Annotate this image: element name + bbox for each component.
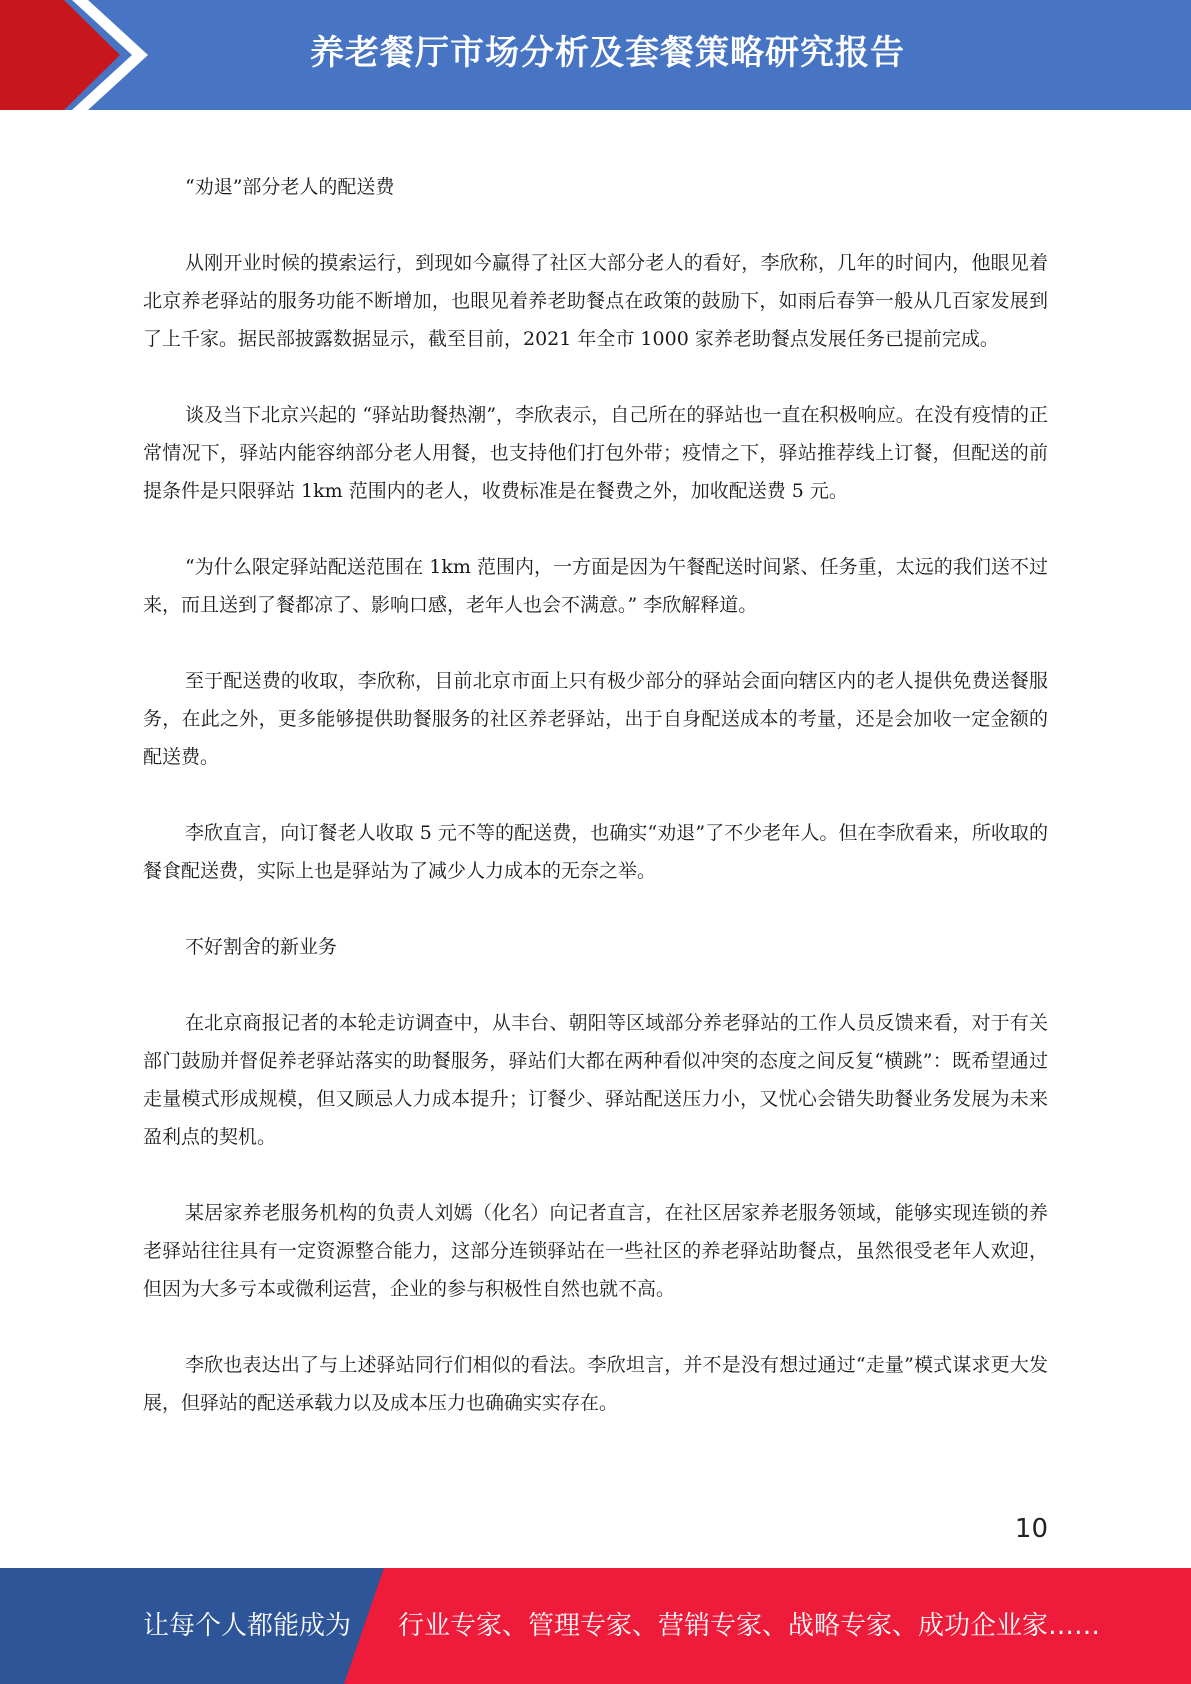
page-number: 10 [1014,1514,1048,1544]
section-heading: 不好割舍的新业务 [185,936,338,958]
paragraph: 从刚开业时候的摸索运行，到现如今赢得了社区大部分老人的看好，李欣称，几年的时间内，他眼见着北京养老驿站的服务功能不断增加，也眼见着养老助餐点在政策的鼓励下，如雨后春笋一般从几百家发展到了上千家。据民部披露数据显示，截至目前，2021 年全市 1000 家养老助餐点发展任务已提前完成。 [143,252,1048,350]
article-body [143,168,1048,1460]
paragraph: 某居家养老服务机构的负责人刘嫣（化名）向记者直言，在社区居家养老服务领域，能够实现连锁的养老驿站往往具有一定资源整合能力，这部分连锁驿站在一些社区的养老驿站助餐点，虽然很受老年人欢迎，但因为大多亏本或微利运营，企业的参与积极性自然也就不高。 [143,1202,1048,1300]
paragraph: 至于配送费的收取，李欣称，目前北京市面上只有极少部分的驿站会面向辖区内的老人提供免费送餐服务，在此之外，更多能够提供助餐服务的社区养老驿站，出于自身配送成本的考量，还是会加收一定金额的配送费。 [143,670,1048,768]
section-heading: “劝退”部分老人的配送费 [185,176,395,198]
paragraph: “为什么限定驿站配送范围在 1km 范围内，一方面是因为午餐配送时间紧、任务重，太远的我们送不过来，而且送到了餐都凉了、影响口感，老年人也会不满意。” 李欣解释道。 [143,556,1048,616]
header-banner [0,0,1191,110]
footer-banner [0,1568,1191,1684]
paragraph: 谈及当下北京兴起的 “驿站助餐热潮”，李欣表示，自己所在的驿站也一直在积极响应。在没有疫情的正常情况下，驿站内能容纳部分老人用餐，也支持他们打包外带；疫情之下，驿站推荐线上订餐，但配送的前提条件是只限驿站 1km 范围内的老人，收费标准是在餐费之外，加收配送费 5 元。 [143,404,1048,502]
paragraph: 在北京商报记者的本轮走访调查中，从丰台、朝阳等区域部分养老驿站的工作人员反馈来看，对于有关部门鼓励并督促养老驿站落实的助餐服务，驿站们大都在两种看似冲突的态度之间反复“横跳”：既希望通过走量模式形成规模，但又顾忌人力成本提升；订餐少、驿站配送压力小，又忧心会错失助餐业务发展为未来盈利点的契机。 [143,1012,1048,1148]
paragraph: 李欣直言，向订餐老人收取 5 元不等的配送费，也确实“劝退”了不少老年人。但在李欣看来，所收取的餐食配送费，实际上也是驿站为了减少人力成本的无奈之举。 [143,822,1048,882]
footer-slogan-right: 行业专家、管理专家、营销专家、战略专家、成功企业家…… [398,1611,1101,1641]
footer-slogan-left: 让每个人都能成为 [143,1611,352,1641]
document-title: 养老餐厅市场分析及套餐策略研究报告 [310,33,905,73]
paragraph: 李欣也表达出了与上述驿站同行们相似的看法。李欣坦言，并不是没有想过通过“走量”模式谋求更大发展，但驿站的配送承载力以及成本压力也确确实实存在。 [143,1354,1048,1414]
